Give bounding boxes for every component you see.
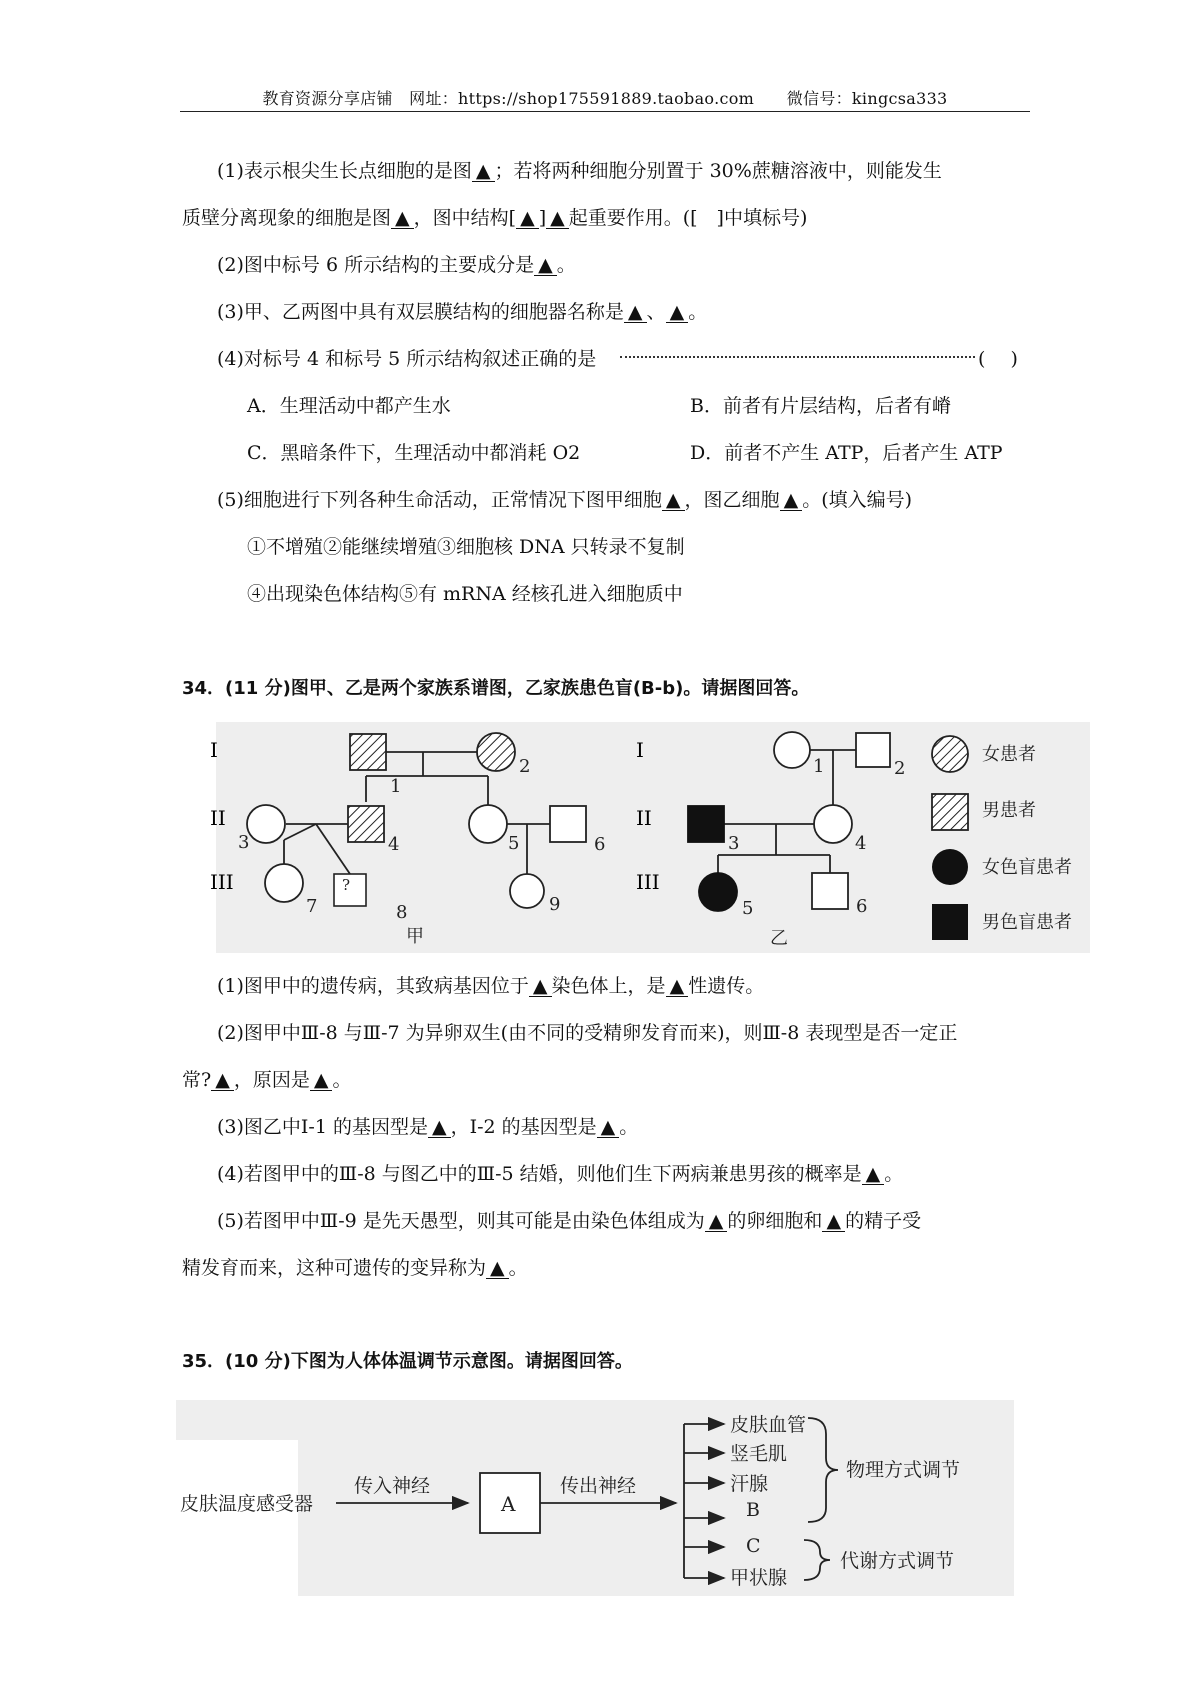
gen-label-II-yi: II bbox=[636, 806, 652, 830]
q33-part3: (3)甲、乙两图中具有双层膜结构的细胞器名称是 ▲ 、 ▲ 。 bbox=[217, 301, 708, 323]
target-arrector-muscle: 竖毛肌 bbox=[730, 1443, 788, 1465]
jia-num-6: 6 bbox=[594, 834, 606, 855]
answer-blank[interactable]: ▲ bbox=[486, 1259, 509, 1279]
q33-part4: (4)对标号 4 和标号 5 所示结构叙述正确的是 bbox=[217, 348, 597, 370]
dot-leader bbox=[620, 356, 975, 358]
answer-blank[interactable]: ▲ bbox=[428, 1118, 451, 1138]
jia-num-3: 3 bbox=[238, 832, 250, 853]
yi-I-1-normal-female bbox=[774, 732, 810, 768]
jia-label: 甲 bbox=[406, 926, 424, 947]
jia-num-8: 8 bbox=[396, 902, 408, 923]
option-b[interactable]: B．前者有片层结构，后者有嵴 bbox=[690, 395, 951, 417]
answer-blank[interactable]: ▲ bbox=[705, 1212, 728, 1232]
answer-blank[interactable]: ▲ bbox=[546, 209, 569, 229]
jia-II-5-normal-female bbox=[469, 805, 507, 843]
pedigree-figure bbox=[210, 722, 1090, 953]
legend-affected-male: 男患者 bbox=[982, 800, 1036, 821]
target-B: B bbox=[746, 1499, 760, 1521]
white-margin bbox=[176, 1440, 298, 1596]
physical-brace bbox=[808, 1418, 838, 1522]
jia-num-9: 9 bbox=[549, 894, 561, 915]
jia-II-3-normal-female bbox=[247, 805, 285, 843]
answer-blank[interactable]: ▲ bbox=[666, 977, 689, 997]
answer-blank[interactable]: ▲ bbox=[662, 491, 685, 511]
legend-affected-female-icon bbox=[932, 736, 968, 772]
unknown-mark: ? bbox=[342, 876, 351, 894]
yi-II-4-normal-female bbox=[814, 805, 852, 843]
q33-part1-line2: 质壁分离现象的细胞是图 ▲ ，图中结构[ ▲ ] ▲ 起重要作用。([ ]中填标号) bbox=[182, 207, 808, 229]
skin-temperature-receptor: 皮肤温度感受器 bbox=[180, 1493, 314, 1515]
jia-num-5: 5 bbox=[508, 833, 520, 854]
q34-part5-line1: (5)若图甲中Ⅲ-9 是先天愚型，则其可能是由染色体组成为 ▲ 的卵细胞和 ▲ 的精子受 bbox=[217, 1210, 922, 1232]
pedigree-svg bbox=[210, 722, 1090, 953]
legend-colorblind-female-icon bbox=[932, 849, 968, 885]
q34-part2-line1: (2)图甲中Ⅲ-8 与Ⅲ-7 为异卵双生(由不同的受精卵发育而来)，则Ⅲ-8 表现型是否一定正 bbox=[217, 1022, 958, 1044]
yi-num-5: 5 bbox=[742, 898, 754, 919]
answer-blank[interactable]: ▲ bbox=[666, 303, 689, 323]
jia-I-2-affected-female bbox=[477, 733, 515, 771]
gen-label-III-yi: III bbox=[636, 870, 660, 894]
gen-label-I: I bbox=[210, 738, 218, 762]
efferent-nerve-label: 传出神经 bbox=[560, 1475, 637, 1497]
answer-blank[interactable]: ▲ bbox=[862, 1165, 885, 1185]
jia-num-2: 2 bbox=[519, 756, 531, 777]
yi-III-6-normal-male bbox=[812, 873, 848, 909]
legend-affected-male-icon bbox=[932, 794, 968, 830]
jia-I-1-affected-male bbox=[350, 734, 386, 770]
yi-num-2: 2 bbox=[894, 758, 906, 779]
q33-part1-line1: (1)表示根尖生长点细胞的是图 ▲ ；若将两种细胞分别置于 30%蔗糖溶液中，则能发生 bbox=[217, 160, 942, 182]
yi-num-1: 1 bbox=[813, 756, 825, 777]
page-header: 教育资源分享店铺 网址：https://shop175591889.taobao.com 微信号：kingcsa333 bbox=[262, 89, 948, 108]
option-a[interactable]: A．生理活动中都产生水 bbox=[247, 395, 451, 417]
answer-blank[interactable]: ▲ bbox=[472, 162, 495, 182]
yi-num-4: 4 bbox=[855, 833, 867, 854]
legend-colorblind-male-icon bbox=[932, 904, 968, 940]
header-divider bbox=[180, 111, 1030, 112]
target-sweat-gland: 汗腺 bbox=[730, 1473, 769, 1495]
answer-blank[interactable]: ▲ bbox=[624, 303, 647, 323]
jia-num-4: 4 bbox=[388, 834, 400, 855]
legend-affected-female: 女患者 bbox=[982, 744, 1036, 765]
q33-items-1: ①不增殖②能继续增殖③细胞核 DNA 只转录不复制 bbox=[247, 536, 685, 558]
legend-colorblind-male: 男色盲患者 bbox=[982, 912, 1072, 933]
jia-num-1: 1 bbox=[390, 776, 402, 797]
thermoregulation-svg bbox=[176, 1400, 1014, 1596]
q34-title: 34．(11 分)图甲、乙是两个家族系谱图，乙家族患色盲(B-b)。请据图回答。 bbox=[182, 678, 810, 699]
yi-num-6: 6 bbox=[856, 896, 868, 917]
q33-part4-paren[interactable]: ( ) bbox=[978, 348, 1018, 370]
physical-regulation-label: 物理方式调节 bbox=[846, 1459, 961, 1481]
q34-part2-line2: 常? ▲ ，原因是 ▲ 。 bbox=[182, 1069, 352, 1091]
jia-II-4-affected-male bbox=[348, 806, 384, 842]
branch-arrows bbox=[684, 1424, 724, 1578]
answer-blank[interactable]: ▲ bbox=[310, 1071, 333, 1091]
q34-part3: (3)图乙中Ⅰ-1 的基因型是 ▲ ，Ⅰ-2 的基因型是 ▲ 。 bbox=[217, 1116, 639, 1138]
q33-part2: (2)图中标号 6 所示结构的主要成分是 ▲ 。 bbox=[217, 254, 576, 276]
answer-blank[interactable]: ▲ bbox=[597, 1118, 620, 1138]
target-skin-vessels: 皮肤血管 bbox=[730, 1414, 807, 1436]
yi-I-2-normal-male bbox=[856, 733, 890, 767]
q34-part5-line2: 精发育而来，这种可遗传的变异称为 ▲ 。 bbox=[182, 1257, 528, 1279]
pedigree-jia-lines bbox=[284, 752, 550, 875]
yi-label: 乙 bbox=[770, 928, 788, 949]
answer-blank[interactable]: ▲ bbox=[391, 209, 414, 229]
yi-III-5-colorblind-female bbox=[699, 873, 737, 911]
q34-part1: (1)图甲中的遗传病，其致病基因位于 ▲ 染色体上，是 ▲ 性遗传。 bbox=[217, 975, 765, 997]
jia-num-7: 7 bbox=[306, 896, 318, 917]
metabolic-brace bbox=[804, 1540, 830, 1580]
q33-items-2: ④出现染色体结构⑤有 mRNA 经核孔进入细胞质中 bbox=[247, 583, 683, 605]
jia-III-7-normal-female bbox=[265, 864, 303, 902]
legend-colorblind-female: 女色盲患者 bbox=[982, 857, 1072, 878]
yi-num-3: 3 bbox=[728, 833, 740, 854]
jia-III-9-normal-female bbox=[510, 874, 544, 908]
answer-blank[interactable]: ▲ bbox=[534, 256, 557, 276]
gen-label-II: II bbox=[210, 806, 226, 830]
thermoregulation-figure bbox=[176, 1400, 1014, 1596]
answer-blank[interactable]: ▲ bbox=[780, 491, 803, 511]
option-c[interactable]: C．黑暗条件下，生理活动中都消耗 O2 bbox=[247, 442, 581, 464]
metabolic-regulation-label: 代谢方式调节 bbox=[840, 1550, 955, 1572]
center-label-A: A bbox=[501, 1492, 516, 1516]
answer-blank[interactable]: ▲ bbox=[211, 1071, 234, 1091]
target-C: C bbox=[746, 1535, 761, 1557]
target-thyroid: 甲状腺 bbox=[730, 1567, 788, 1589]
afferent-nerve-label: 传入神经 bbox=[354, 1475, 431, 1497]
gen-label-III: III bbox=[210, 870, 234, 894]
option-d[interactable]: D．前者不产生 ATP，后者产生 ATP bbox=[690, 442, 1003, 464]
jia-II-6-normal-male bbox=[550, 806, 586, 842]
q35-title: 35．(10 分)下图为人体体温调节示意图。请据图回答。 bbox=[182, 1351, 633, 1372]
answer-blank[interactable]: ▲ bbox=[516, 209, 539, 229]
yi-II-3-colorblind-male bbox=[688, 806, 724, 842]
q34-part4: (4)若图甲中的Ⅲ-8 与图乙中的Ⅲ-5 结婚，则他们生下两病兼患男孩的概率是 ▲ 。 bbox=[217, 1163, 904, 1185]
answer-blank[interactable]: ▲ bbox=[822, 1212, 845, 1232]
q33-part5: (5)细胞进行下列各种生命活动，正常情况下图甲细胞 ▲ ，图乙细胞 ▲ 。(填入编号) bbox=[217, 489, 913, 511]
answer-blank[interactable]: ▲ bbox=[529, 977, 552, 997]
gen-label-I-yi: I bbox=[636, 738, 644, 762]
